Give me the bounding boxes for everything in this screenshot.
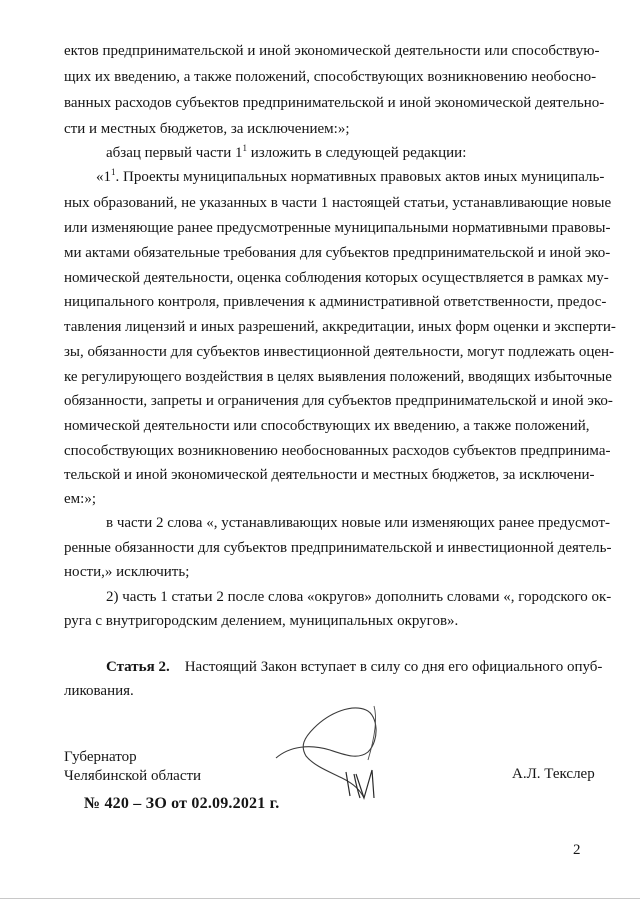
text-line: 2) часть 1 статьи 2 после слова «округов» дополнить словами «, городского ок- — [106, 589, 612, 605]
text-line: ми актами обязательные требования для субъектов предпринимательской и иной эко- — [64, 245, 611, 261]
text-fragment: абзац первый части 1 — [106, 145, 243, 161]
article-line — [106, 658, 603, 677]
article-label: Статья 2. — [106, 659, 170, 675]
text-line: ниципального контроля, привлечения к административной ответственности, предос- — [64, 294, 607, 310]
signer-name: А.Л. Текслер — [512, 766, 595, 782]
text-line: тельской и иной экономической деятельности и местных бюджетов, за исключени- — [64, 467, 595, 483]
page-bottom-rule — [0, 898, 640, 899]
text-line: руга с внутригородским делением, муниципальных округов». — [64, 613, 459, 629]
document-number: № 420 – ЗО от 02.09.2021 г. — [84, 795, 280, 812]
text-line: способствующих возникновению необоснованных расходов субъектов предпринима- — [64, 443, 611, 459]
text-line: или изменяющие ранее предусмотренные муниципальными нормативными правовы- — [64, 220, 611, 236]
superscript: 1 — [111, 167, 116, 177]
text-fragment: . Проекты муниципальных нормативных правовых актов иных муниципаль- — [115, 169, 605, 185]
text-line: ренные обязанности для субъектов предпринимательской и инвестиционной деятель- — [64, 540, 612, 556]
text-line — [96, 167, 605, 187]
superscript: 1 — [242, 143, 247, 153]
text-line: в части 2 слова «, устанавливающих новые или изменяющих ранее предусмот- — [106, 515, 611, 531]
text-line: ликования. — [64, 683, 134, 699]
text-line — [106, 144, 584, 163]
page-number: 2 — [573, 842, 581, 858]
text-line: ектов предпринимательской и иной экономической деятельности или способствую- — [64, 43, 600, 59]
text-line: сти и местных бюджетов, за исключением:»; — [64, 121, 350, 137]
text-line: тавления лицензий и иных разрешений, аккредитации, иных форм оценки и эксперти- — [64, 319, 616, 335]
text-line: ем:»; — [64, 491, 96, 507]
article-text: Настоящий Закон вступает в силу со дня его официального опуб- — [184, 659, 603, 675]
text-line: ных образований, не указанных в части 1 настоящей статьи, устанавливающие новые — [64, 195, 612, 211]
text-line: обязанности, запреты и ограничения для субъектов предпринимательской и иной эко- — [64, 393, 613, 409]
text-line: номической деятельности или способствующих их введению, а также положений, — [64, 418, 590, 434]
text-line: ности,» исключить; — [64, 564, 190, 580]
signer-region: Челябинской области — [64, 768, 202, 784]
text-line: зы, обязанности для субъектов инвестиционной деятельности, могут подлежать оцен- — [64, 344, 615, 360]
text-fragment: изложить в следующей редакции: — [246, 145, 467, 161]
text-line: ке регулирующего воздействия в целях выявления положений, вводящих избыточные — [64, 369, 612, 385]
text-line: щих их введению, а также положений, способствующих возникновению необосно- — [64, 69, 597, 85]
text-fragment: «1 — [96, 169, 111, 185]
text-line: ванных расходов субъектов предпринимательской и иной экономической деятельно- — [64, 95, 605, 111]
text-line: номической деятельности, оценка соблюдения которых осуществляется в рамках му- — [64, 270, 609, 286]
handwritten-signature — [270, 700, 400, 805]
signer-title: Губернатор — [64, 749, 137, 765]
